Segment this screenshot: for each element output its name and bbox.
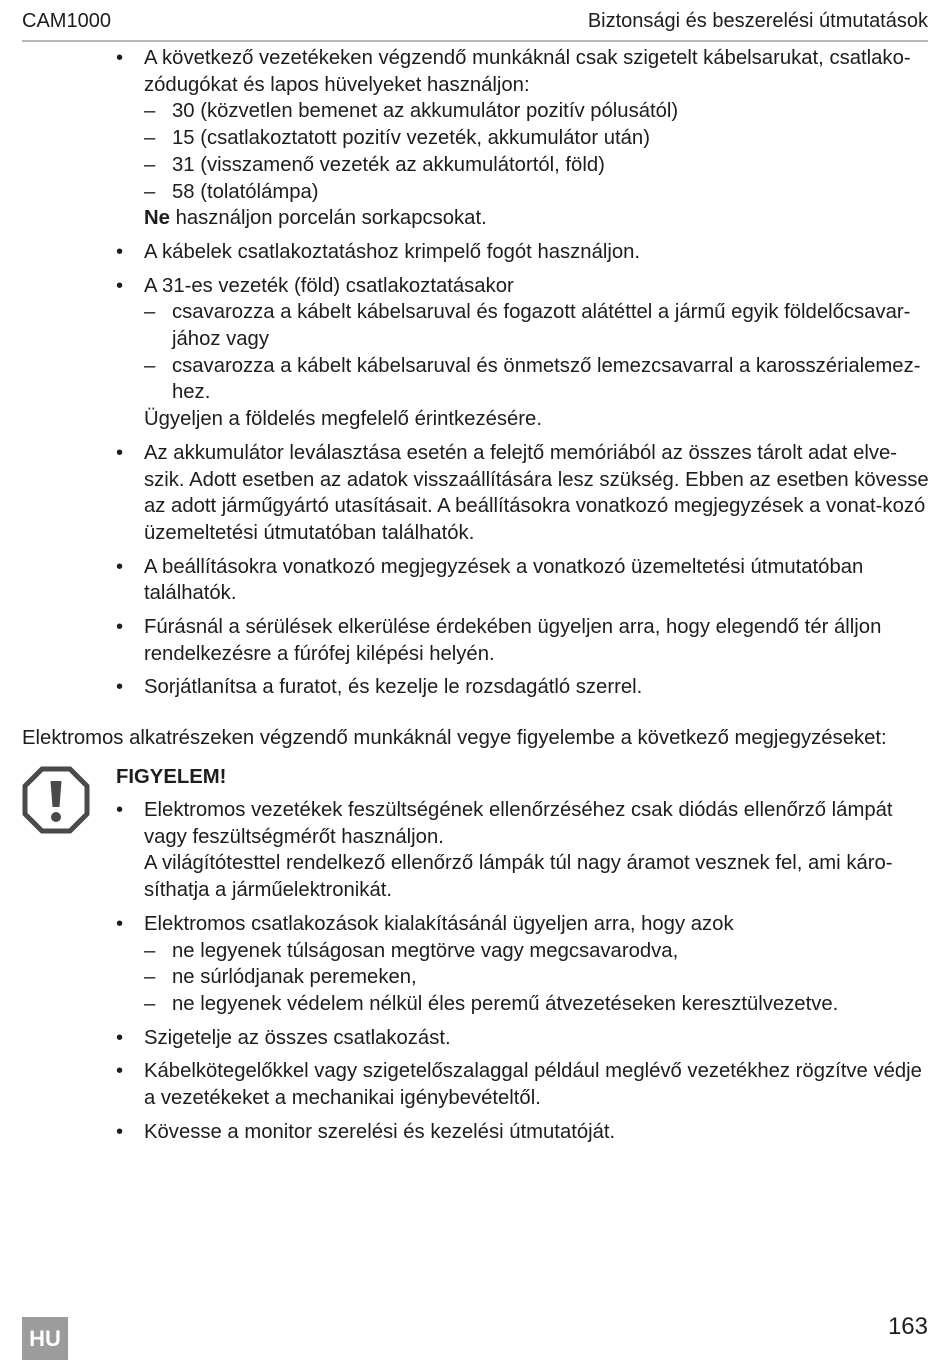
section-title: Biztonsági és beszerelési útmutatások xyxy=(587,10,928,32)
list-item: • Kövesse a monitor szerelési és kezelési útmutatóját. xyxy=(116,1119,930,1146)
sub-item: – ne legyenek védelem nélkül éles peremű átvezetéseken keresztülvezetve. xyxy=(144,991,930,1018)
list-item: • Sorjátlanítsa a furatot, és kezelje le rozsdagátló szerrel. xyxy=(116,674,930,701)
warning-list xyxy=(116,797,930,1152)
page-header xyxy=(22,8,928,42)
product-name: CAM1000 xyxy=(22,10,111,32)
page-number: 163 xyxy=(887,1313,928,1340)
emphasis: Ne xyxy=(144,207,170,230)
list-item: • Kábelkötegelőkkel vagy szigetelőszalaggal például meglévő vezetékhez rögzítve védje a vezetékeket a mechanikai igénybevételtől. xyxy=(116,1058,930,1111)
safety-list-1 xyxy=(116,45,930,708)
list-item-note xyxy=(144,205,930,232)
list-item: • Fúrásnál a sérülések elkerülése érdekében ügyeljen arra, hogy elegendő tér álljon rendelkezésre a fúrófej kilépési helyén. xyxy=(116,614,930,667)
list-item xyxy=(116,45,930,232)
sub-item: – csavarozza a kábelt kábelsaruval és önmetsző lemezcsavarral a karosszérialemez-hez. xyxy=(144,353,930,406)
sub-item: – ne súrlódjanak peremeken, xyxy=(144,964,930,991)
list-item-note: A világítótesttel rendelkező ellenőrző lámpák túl nagy áramot vesznek fel, ami káro-síthatja a járműelektronikát. xyxy=(144,852,893,902)
sub-item: – 58 (tolatólámpa) xyxy=(144,179,930,206)
sub-item: – 15 (csatlakoztatott pozitív vezeték, akkumulátor után) xyxy=(144,125,930,152)
list-item-text: A 31-es vezeték (föld) csatlakoztatásakor xyxy=(144,274,514,297)
sub-item: – csavarozza a kábelt kábelsaruval és fogazott alátéttel a jármű egyik földelőcsavar-jához vagy xyxy=(144,299,930,352)
sub-item: – ne legyenek túlságosan megtörve vagy megcsavarodva, xyxy=(144,938,930,965)
list-item-text: A következő vezetékeken végzendő munkáknál csak szigetelt kábelsarukat, csatlako-zódugókat és lapos hüvelyeket használjon: xyxy=(144,47,911,96)
sub-item: – 31 (visszamenő vezeték az akkumulátortól, föld) xyxy=(144,152,930,179)
note-text: használjon porcelán sorkapcsokat. xyxy=(169,207,487,230)
list-item: • Az akkumulátor leválasztása esetén a felejtő memóriából az összes tárolt adat elve-szik. Adott esetben az adatok visszaállítására lesz szükség. Ebben az esetben kövesse az adott járműgyártó utasításait. A beállításokra vonatkozó megjegyzések a vonat-kozó üzemeltetési útmutatóban találhatók. xyxy=(116,440,930,547)
language-badge: HU xyxy=(22,1317,68,1360)
list-item: • Szigetelje az összes csatlakozást. xyxy=(116,1025,930,1052)
intro-paragraph: Elektromos alkatrészeken végzendő munkáknál vegye figyelembe a következő megjegyzéseket: xyxy=(22,727,887,749)
list-item: • A kábelek csatlakoztatáshoz krimpelő fogót használjon. xyxy=(116,239,930,266)
exclamation-octagon-icon xyxy=(22,766,90,834)
list-item xyxy=(116,273,930,433)
list-item-text: Elektromos vezetékek feszültségének ellenőrzéséhez csak diódás ellenőrző lámpát vagy feszültségmérőt használjon. xyxy=(144,799,893,848)
warning-title: FIGYELEM! xyxy=(116,766,227,788)
list-item xyxy=(116,911,930,1018)
list-item xyxy=(116,797,930,904)
list-item-text: Elektromos csatlakozások kialakításánál ügyeljen arra, hogy azok xyxy=(144,912,734,935)
sub-item: – 30 (közvetlen bemenet az akkumulátor pozitív pólusától) xyxy=(144,98,930,125)
list-item-note: Ügyeljen a földelés megfelelő érintkezésére. xyxy=(144,408,542,431)
list-item: • A beállításokra vonatkozó megjegyzések a vonatkozó üzemeltetési útmutatóban találhatók. xyxy=(116,554,930,607)
